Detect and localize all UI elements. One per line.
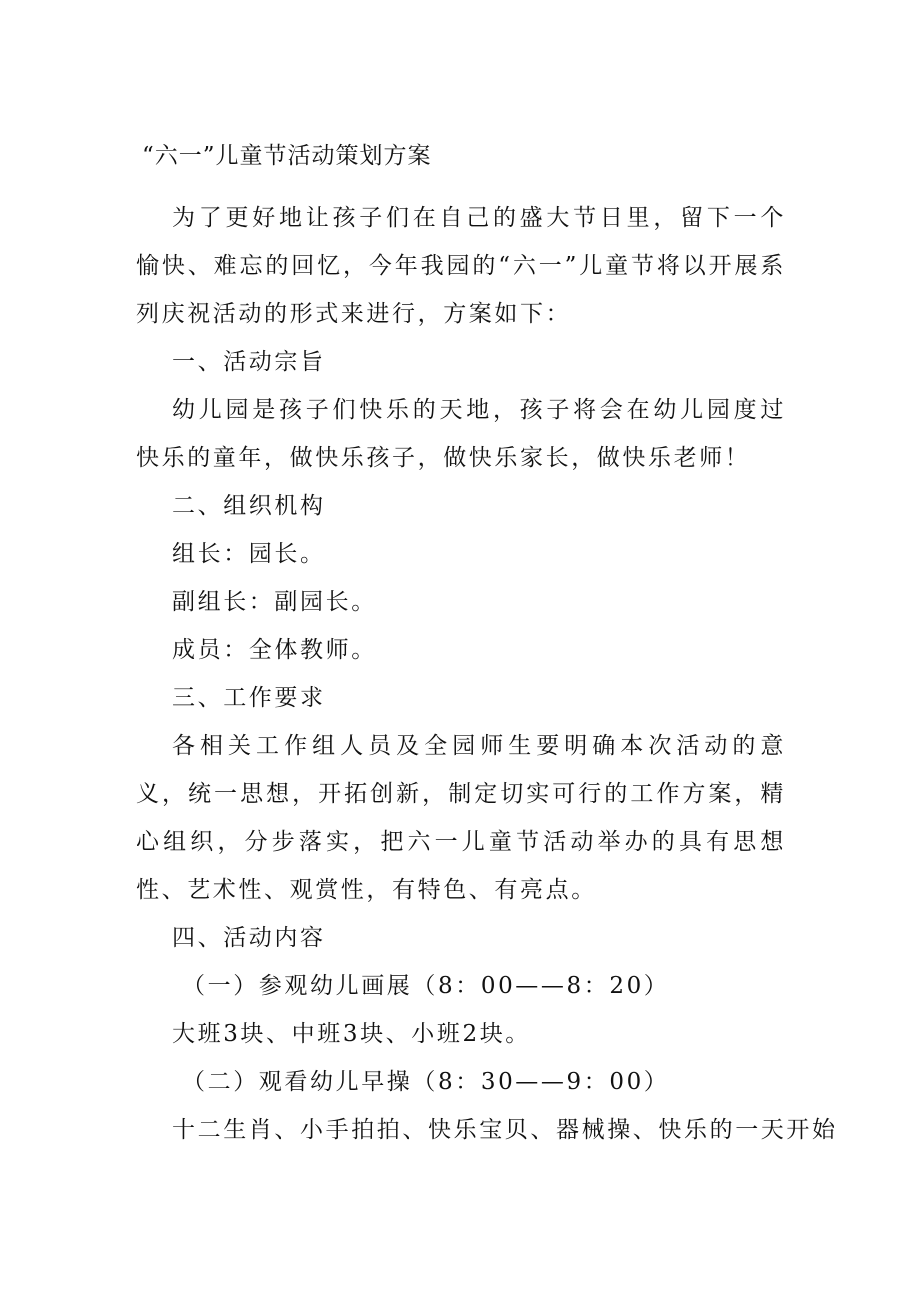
intro-paragraph: 为了更好地让孩子们在自己的盛大节日里，留下一个愉快、难忘的回忆，今年我园的“六一”儿童节将以开展系列庆祝活动的形式来进行，方案如下： — [136, 205, 786, 327]
document-title: “六一”儿童节活动策划方案 — [142, 143, 432, 169]
organization-deputy: 副组长：副园长。 — [172, 589, 377, 615]
section-heading-organization: 二、组织机构 — [172, 493, 326, 519]
content-item-1-heading: （一）参观幼儿画展（8：00——8：20） — [182, 973, 670, 999]
requirements-paragraph: 各相关工作组人员及全园师生要明确本次活动的意义，统一思想，开拓创新，制定切实可行的工作方案，精心组织，分步落实，把六一儿童节活动举办的具有思想性、艺术性、观赏性，有特色、有亮点。 — [136, 733, 786, 903]
organization-members: 成员：全体教师。 — [172, 637, 377, 663]
organization-leader: 组长：园长。 — [172, 541, 326, 567]
purpose-paragraph: 幼儿园是孩子们快乐的天地，孩子将会在幼儿园度过快乐的童年，做快乐孩子，做快乐家长，做快乐老师！ — [136, 397, 786, 471]
section-heading-purpose: 一、活动宗旨 — [172, 349, 326, 375]
content-item-2-body: 十二生肖、小手拍拍、快乐宝贝、器械操、快乐的一天开始 — [172, 1117, 838, 1143]
content-item-1-body: 大班3块、中班3块、小班2块。 — [172, 1021, 531, 1047]
content-item-2-heading: （二）观看幼儿早操（8：30——9：00） — [182, 1069, 670, 1095]
document-page — [136, 140, 838, 1154]
section-heading-requirements: 三、工作要求 — [172, 685, 326, 711]
section-heading-content: 四、活动内容 — [172, 925, 326, 951]
